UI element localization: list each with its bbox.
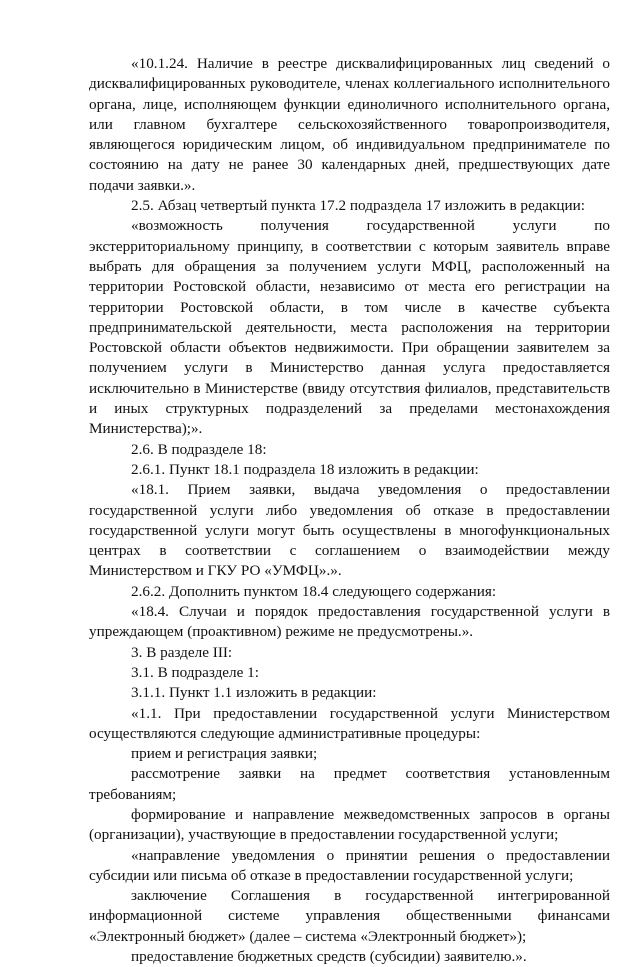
paragraph-3-1-1: 3.1.1. Пункт 1.1 изложить в редакции: <box>131 684 377 702</box>
procedure-item: формирование и направление межведомственных запросов в органы (организации), участвующие в предоставлении государственной услуги; <box>89 805 610 844</box>
paragraph-2-6-2: 2.6.2. Дополнить пунктом 18.4 следующего содержания: <box>131 582 497 600</box>
paragraph-2-6-1: 2.6.1. Пункт 18.1 подраздела 18 изложить в редакции: <box>131 460 479 478</box>
paragraph-1-1-text: «1.1. При предоставлении государственной услуги Министерством осуществляются следующие административные процедуры: <box>89 704 610 742</box>
paragraph-17-2-text: «возможность получения государственной услуги по экстерриториальному принципу, в соответствии с которым заявитель вправе выбрать для обращения за получением услуги МФЦ, расположенный на территории Ростовской области, независимо от места его регистрации на территории Ростовской области, в том числе в качестве субъекта предпринимательской деятельности, места расположения на территории Ростовской области объектов недвижимости. При обращении заявителем за получением услуги в Министерство данная услуга предоставляется исключительно в Министерстве (ввиду отсутствия филиалов, представительств и иных структурных подразделений за пределами местонахождения Министерства);». <box>89 217 610 438</box>
paragraph-18-4-text: «18.4. Случаи и порядок предоставления государственной услуги в упреждающем (проактивном) режиме не предусмотрены.». <box>89 603 610 641</box>
paragraph-2-6: 2.6. В подразделе 18: <box>131 440 267 458</box>
paragraph-3-1: 3.1. В подразделе 1: <box>131 663 259 681</box>
document-page <box>89 54 610 967</box>
paragraph-10-1-24: «10.1.24. Наличие в реестре дисквалифицированных лиц сведений о дисквалифицированных руководителе, членах коллегиального исполнительного органа, лице, исполняющем функции единоличного исполнительного органа, или главном бухгалтере сельскохозяйственного товаропроизводителя, являющегося юридическим лицом, об индивидуальном предпринимателе по состоянию на дату не ранее 30 календарных дней, предшествующих дате подачи заявки.». <box>89 55 610 194</box>
procedure-item: предоставление бюджетных средств (субсидии) заявителю.». <box>131 948 527 966</box>
paragraph-3: 3. В разделе III: <box>131 643 233 661</box>
paragraph-2-5: 2.5. Абзац четвертый пункта 17.2 подраздела 17 изложить в редакции: <box>131 197 586 215</box>
procedure-item: «направление уведомления о принятии решения о предоставлении субсидии или письма об отказе в предоставлении государственной услуги; <box>89 846 610 884</box>
paragraph-18-1-text: «18.1. Прием заявки, выдача уведомления о предоставлении государственной услуги либо уведомления об отказе в предоставлении государственной услуги могут быть осуществлены в многофункциональных центрах в соответствии с соглашением о взаимодействии между Министерством и ГКУ РО «УМФЦ».». <box>89 481 610 580</box>
procedure-item: заключение Соглашения в государственной интегрированной информационной системе управления общественными финансами «Электронный бюджет» (далее – система «Электронный бюджет»); <box>89 887 610 945</box>
procedure-item: рассмотрение заявки на предмет соответствия установленным требованиям; <box>89 765 610 803</box>
procedure-item: прием и регистрация заявки; <box>131 745 318 763</box>
